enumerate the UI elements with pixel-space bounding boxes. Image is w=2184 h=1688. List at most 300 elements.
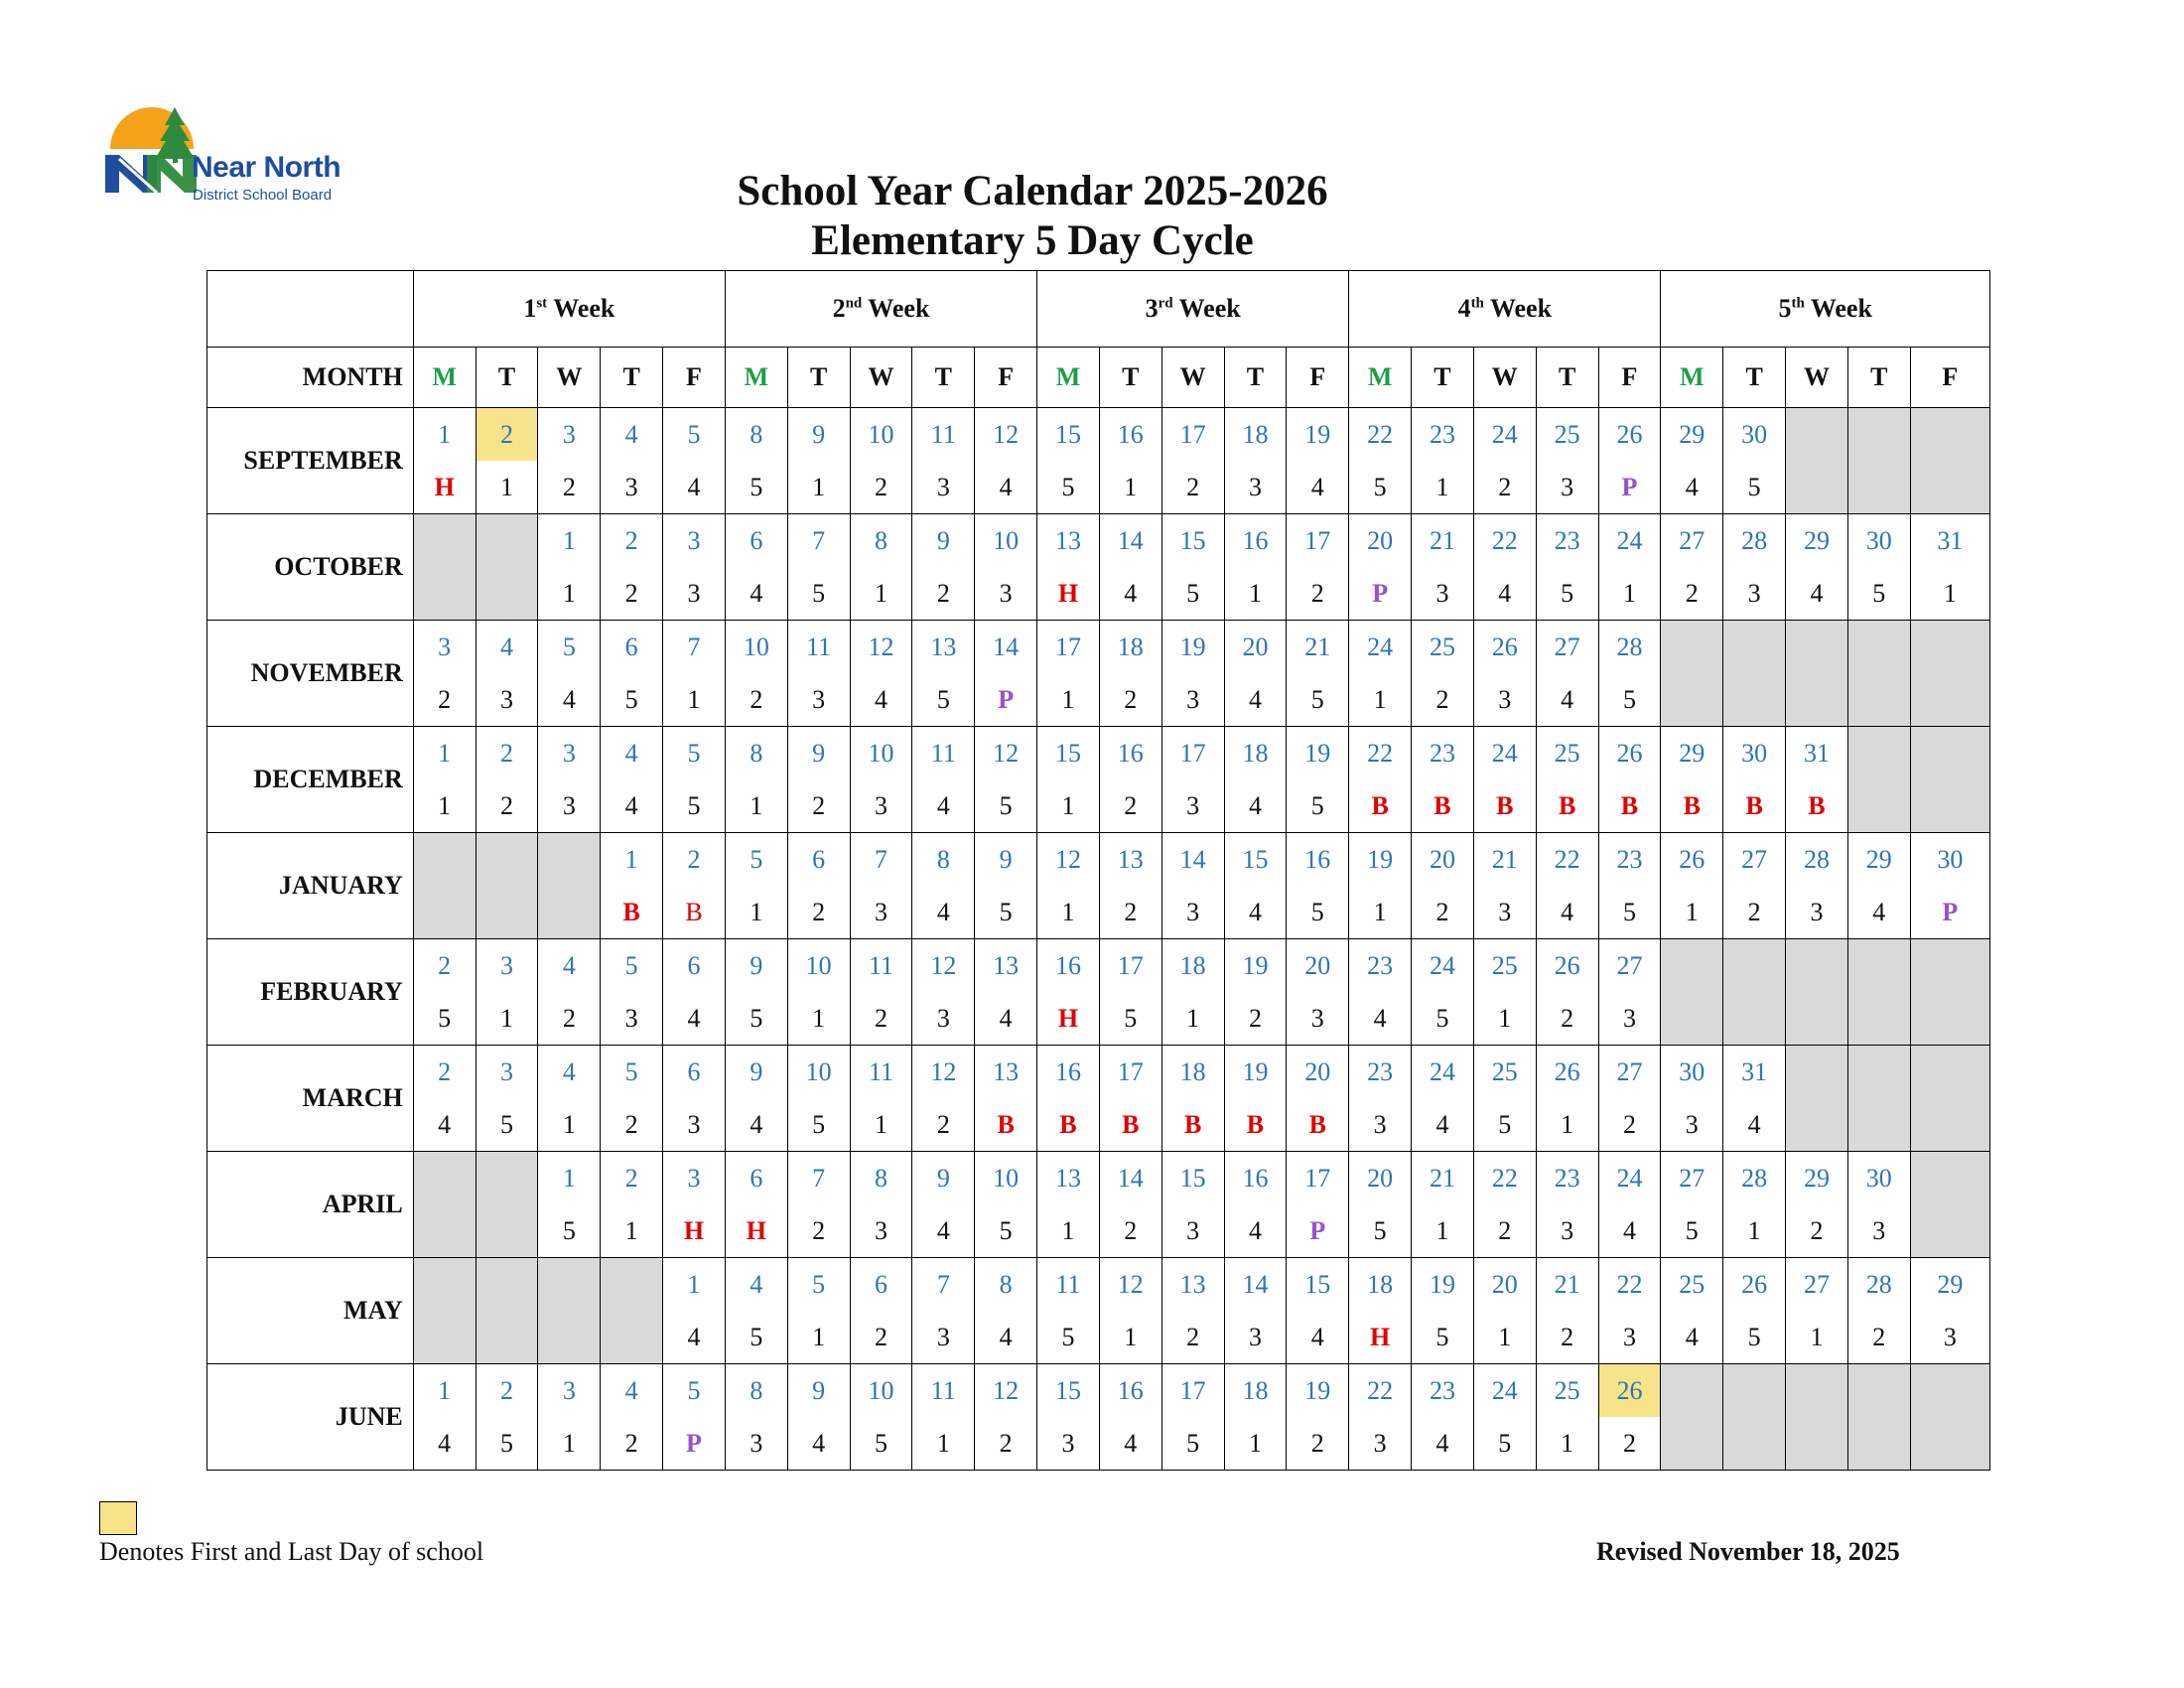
date-number: 14 — [1117, 526, 1144, 555]
legend-swatch — [99, 1501, 137, 1535]
cycle-day-code: 1 — [1810, 1323, 1824, 1351]
date-number: 2 — [624, 526, 638, 555]
day-cell — [1037, 1364, 1100, 1471]
date-number: 26 — [1741, 1270, 1768, 1299]
date-number: 2 — [477, 408, 538, 461]
cycle-day-code: 5 — [624, 685, 638, 714]
week-header-4 — [1349, 271, 1661, 348]
day-of-week-header: T — [912, 348, 975, 408]
cycle-day-code: 4 — [750, 579, 763, 608]
date-number: 21 — [1491, 845, 1518, 874]
day-cell — [975, 1364, 1037, 1471]
date-number: 17 — [1179, 1376, 1206, 1405]
cycle-day-code: 2 — [1124, 791, 1138, 820]
day-cell — [912, 939, 975, 1046]
cycle-day-code: 4 — [1685, 1323, 1699, 1351]
cycle-day-code: B — [1683, 791, 1701, 820]
day-cell — [1412, 1364, 1474, 1471]
day-cell — [601, 1152, 663, 1258]
cycle-day-code: 4 — [1561, 685, 1574, 714]
date-number: 2 — [624, 1164, 638, 1193]
cycle-day-code: 5 — [1747, 1323, 1761, 1351]
date-number: 31 — [1937, 526, 1964, 555]
cycle-day-code: 1 — [1061, 685, 1075, 714]
day-cell — [663, 1364, 726, 1471]
cycle-day-code: H — [1370, 1323, 1391, 1351]
cycle-day-code: 4 — [1810, 579, 1824, 608]
date-number: 23 — [1554, 1164, 1580, 1193]
day-cell — [975, 727, 1037, 833]
day-cell — [601, 727, 663, 833]
cycle-day-code: 3 — [874, 898, 887, 926]
week-label: Week — [868, 294, 930, 323]
date-number: 29 — [1803, 526, 1830, 555]
cycle-day-code: 5 — [999, 791, 1013, 820]
date-number: 21 — [1304, 633, 1331, 661]
day-cell — [850, 939, 912, 1046]
week-label: Week — [553, 294, 615, 323]
cycle-day-code: 5 — [1498, 1110, 1512, 1139]
day-of-week-header: M — [1661, 348, 1723, 408]
cycle-day-code: 5 — [1124, 1004, 1138, 1033]
day-cell — [1224, 621, 1287, 727]
month-name: APRIL — [207, 1152, 414, 1258]
cycle-day-code: 2 — [812, 791, 826, 820]
cycle-day-code: 1 — [624, 1216, 638, 1245]
day-cell — [1099, 514, 1161, 621]
date-number: 30 — [1741, 420, 1768, 449]
day-cell — [850, 1152, 912, 1258]
day-cell — [663, 833, 726, 939]
date-number: 2 — [500, 739, 513, 768]
cycle-day-code: 2 — [1622, 1429, 1636, 1458]
day-cell — [1786, 727, 1848, 833]
day-cell — [725, 727, 787, 833]
cycle-day-code: 4 — [1872, 898, 1886, 926]
cycle-day-code: 1 — [562, 579, 576, 608]
cycle-day-code: 3 — [1310, 1004, 1324, 1033]
date-number: 11 — [930, 739, 956, 768]
cycle-day-code: 4 — [1373, 1004, 1387, 1033]
date-number: 20 — [1491, 1270, 1518, 1299]
date-number: 9 — [936, 1164, 950, 1193]
day-cell — [476, 1046, 538, 1152]
day-cell — [1224, 727, 1287, 833]
day-of-week-header: T — [1099, 348, 1161, 408]
cycle-day-code: 5 — [874, 1429, 887, 1458]
date-number: 18 — [1242, 420, 1269, 449]
day-cell — [1099, 1258, 1161, 1364]
cycle-day-code: 5 — [1061, 473, 1075, 501]
date-number: 1 — [562, 526, 576, 555]
empty-day-cell — [601, 1258, 663, 1364]
cycle-day-code: 1 — [1561, 1110, 1574, 1139]
day-cell — [663, 621, 726, 727]
month-name: OCTOBER — [207, 514, 414, 621]
day-cell — [975, 1258, 1037, 1364]
date-number: 3 — [562, 420, 576, 449]
empty-day-cell — [1910, 727, 1989, 833]
date-number: 4 — [624, 739, 638, 768]
empty-day-cell — [1661, 939, 1723, 1046]
week-number: 3 — [1145, 294, 1159, 323]
cycle-day-code: 2 — [750, 685, 763, 714]
empty-day-cell — [1786, 939, 1848, 1046]
empty-day-cell — [476, 833, 538, 939]
day-of-week-header: W — [538, 348, 601, 408]
date-number: 17 — [1117, 951, 1144, 980]
day-cell — [1536, 408, 1598, 514]
cycle-day-code: 4 — [1622, 1216, 1636, 1245]
cycle-day-code: P — [998, 685, 1015, 714]
date-number: 19 — [1304, 1376, 1331, 1405]
week-number: 1 — [523, 294, 537, 323]
cycle-day-code: 1 — [1248, 1429, 1262, 1458]
empty-day-cell — [1661, 621, 1723, 727]
date-number: 16 — [1117, 420, 1144, 449]
date-number: 15 — [1054, 739, 1081, 768]
week-ordinal: th — [1470, 295, 1484, 312]
day-cell — [1473, 1258, 1536, 1364]
date-number: 25 — [1429, 633, 1455, 661]
cycle-day-code: 4 — [1310, 1323, 1324, 1351]
empty-day-cell — [1847, 408, 1910, 514]
day-cell — [1723, 727, 1786, 833]
cycle-day-code: 3 — [750, 1429, 763, 1458]
empty-day-cell — [1910, 1152, 1989, 1258]
calendar-table — [206, 270, 1990, 1471]
date-number: 21 — [1554, 1270, 1580, 1299]
cycle-day-code: 4 — [438, 1429, 452, 1458]
cycle-day-code: 2 — [438, 685, 452, 714]
date-number: 2 — [438, 1057, 452, 1086]
cycle-day-code: 2 — [1124, 685, 1138, 714]
empty-day-cell — [1847, 621, 1910, 727]
cycle-day-code: 5 — [1435, 1004, 1449, 1033]
day-cell — [975, 621, 1037, 727]
day-cell — [975, 939, 1037, 1046]
cycle-day-code: 5 — [999, 898, 1013, 926]
date-number: 19 — [1242, 951, 1269, 980]
date-number: 22 — [1491, 1164, 1518, 1193]
date-number: 1 — [438, 420, 452, 449]
date-number: 16 — [1117, 1376, 1144, 1405]
day-cell — [787, 1364, 850, 1471]
cycle-day-code: 1 — [1622, 579, 1636, 608]
cycle-day-code: 4 — [1561, 898, 1574, 926]
day-of-week-header: W — [1786, 348, 1848, 408]
day-cell — [1161, 727, 1224, 833]
cycle-day-code: 1 — [1124, 473, 1138, 501]
day-cell — [1099, 621, 1161, 727]
date-number: 10 — [868, 739, 894, 768]
day-cell — [1661, 727, 1723, 833]
cycle-day-code: B — [622, 898, 640, 926]
cycle-day-code: 1 — [750, 791, 763, 820]
date-number: 6 — [750, 1164, 763, 1193]
day-cell — [1473, 1152, 1536, 1258]
day-cell — [975, 1046, 1037, 1152]
cycle-day-code: 5 — [1435, 1323, 1449, 1351]
day-cell — [538, 1046, 601, 1152]
day-cell — [538, 621, 601, 727]
date-number: 17 — [1179, 739, 1206, 768]
day-cell — [1661, 1152, 1723, 1258]
date-number: 5 — [812, 1270, 826, 1299]
day-cell — [1099, 1046, 1161, 1152]
cycle-day-code: 1 — [1373, 898, 1387, 926]
week-ordinal: st — [536, 295, 548, 312]
cycle-day-code: B — [685, 898, 703, 926]
cycle-day-code: 5 — [1622, 685, 1636, 714]
month-column-header: MONTH — [207, 348, 414, 408]
day-cell — [601, 939, 663, 1046]
day-cell — [912, 1258, 975, 1364]
date-number: 3 — [687, 526, 701, 555]
date-number: 18 — [1179, 951, 1206, 980]
cycle-day-code: 4 — [936, 791, 950, 820]
date-number: 5 — [687, 1376, 701, 1405]
date-number: 29 — [1937, 1270, 1964, 1299]
date-number: 12 — [1117, 1270, 1144, 1299]
day-cell — [1598, 1152, 1661, 1258]
cycle-day-code: B — [1745, 791, 1763, 820]
cycle-day-code: 1 — [1498, 1004, 1512, 1033]
month-row — [207, 1046, 1990, 1152]
day-cell — [1910, 1258, 1989, 1364]
day-cell — [1661, 408, 1723, 514]
cycle-day-code: P — [1942, 898, 1959, 926]
day-cell — [1349, 514, 1412, 621]
cycle-day-code: 3 — [936, 473, 950, 501]
date-number: 9 — [750, 951, 763, 980]
cycle-day-code: 2 — [874, 1004, 887, 1033]
date-number: 13 — [1054, 526, 1081, 555]
day-cell — [1661, 833, 1723, 939]
day-cell — [912, 408, 975, 514]
date-number: 4 — [500, 633, 513, 661]
day-cell — [1473, 1364, 1536, 1471]
day-cell — [538, 408, 601, 514]
day-cell — [538, 1152, 601, 1258]
day-cell — [1723, 1152, 1786, 1258]
day-cell — [1661, 514, 1723, 621]
cycle-day-code: 3 — [1248, 473, 1262, 501]
cycle-day-code: 2 — [1747, 898, 1761, 926]
day-cell — [1536, 1258, 1598, 1364]
month-name: SEPTEMBER — [207, 408, 414, 514]
date-number: 20 — [1304, 1057, 1331, 1086]
day-cell — [1473, 939, 1536, 1046]
date-number: 24 — [1491, 739, 1518, 768]
day-cell — [912, 1046, 975, 1152]
month-row — [207, 408, 1990, 514]
date-number: 6 — [750, 526, 763, 555]
day-of-week-row — [207, 348, 1990, 408]
date-number: 26 — [1491, 633, 1518, 661]
date-number: 27 — [1803, 1270, 1830, 1299]
date-number: 12 — [930, 951, 957, 980]
week-number: 4 — [1457, 294, 1471, 323]
date-number: 23 — [1616, 845, 1643, 874]
cycle-day-code: B — [997, 1110, 1015, 1139]
cycle-day-code: 3 — [1498, 685, 1512, 714]
date-number: 25 — [1554, 739, 1580, 768]
day-cell — [787, 727, 850, 833]
day-cell — [1224, 1152, 1287, 1258]
cycle-day-code: 2 — [1310, 579, 1324, 608]
week-ordinal: nd — [845, 295, 863, 312]
day-cell — [725, 408, 787, 514]
empty-day-cell — [1723, 939, 1786, 1046]
day-cell — [413, 621, 476, 727]
day-cell — [975, 833, 1037, 939]
cycle-day-code: 5 — [1747, 473, 1761, 501]
cycle-day-code: 5 — [750, 473, 763, 501]
day-of-week-header: M — [1037, 348, 1100, 408]
day-cell — [725, 939, 787, 1046]
cycle-day-code: 3 — [1248, 1323, 1262, 1351]
cycle-day-code: 2 — [1498, 473, 1512, 501]
cycle-day-code: 5 — [936, 685, 950, 714]
date-number: 10 — [805, 951, 832, 980]
date-number: 8 — [750, 739, 763, 768]
day-cell — [850, 727, 912, 833]
day-cell — [1224, 939, 1287, 1046]
month-name: DECEMBER — [207, 727, 414, 833]
date-number: 6 — [687, 951, 701, 980]
cycle-day-code: 4 — [624, 791, 638, 820]
cycle-day-code: 5 — [750, 1323, 763, 1351]
empty-day-cell — [413, 1258, 476, 1364]
day-of-week-header: W — [1473, 348, 1536, 408]
cycle-day-code: 1 — [812, 473, 826, 501]
day-cell — [1723, 833, 1786, 939]
cycle-day-code: 2 — [874, 473, 887, 501]
day-cell — [1287, 727, 1349, 833]
day-cell — [975, 514, 1037, 621]
day-cell — [1786, 1152, 1848, 1258]
cycle-day-code: 4 — [1747, 1110, 1761, 1139]
date-number: 12 — [993, 739, 1020, 768]
day-cell — [538, 514, 601, 621]
day-cell — [1099, 833, 1161, 939]
cycle-day-code: H — [1057, 579, 1079, 608]
page-title: School Year Calendar 2025-2026 — [737, 168, 1328, 214]
date-number: 17 — [1304, 526, 1331, 555]
day-of-week-header: F — [663, 348, 726, 408]
day-cell — [787, 408, 850, 514]
date-number: 24 — [1616, 1164, 1643, 1193]
day-cell — [601, 514, 663, 621]
date-number: 22 — [1367, 420, 1394, 449]
date-number: 11 — [930, 420, 956, 449]
date-number: 14 — [1117, 1164, 1144, 1193]
day-cell — [1349, 1364, 1412, 1471]
cycle-day-code: 5 — [1061, 1323, 1075, 1351]
date-number: 4 — [562, 951, 576, 980]
date-number: 8 — [936, 845, 950, 874]
day-cell — [1161, 939, 1224, 1046]
date-number: 25 — [1491, 1057, 1518, 1086]
cycle-day-code: P — [1372, 579, 1389, 608]
date-number: 16 — [1304, 845, 1331, 874]
page-subtitle: Elementary 5 Day Cycle — [811, 217, 1254, 264]
day-cell — [601, 408, 663, 514]
cycle-day-code: 1 — [812, 1004, 826, 1033]
cycle-day-code: 5 — [438, 1004, 452, 1033]
day-cell — [1412, 727, 1474, 833]
day-cell — [725, 1258, 787, 1364]
cycle-day-code: B — [1308, 1110, 1326, 1139]
day-cell — [1661, 1258, 1723, 1364]
cycle-day-code: 4 — [1124, 579, 1138, 608]
date-number: 13 — [1117, 845, 1144, 874]
cycle-day-code: 1 — [874, 1110, 887, 1139]
cycle-day-code: B — [1558, 791, 1576, 820]
date-number: 27 — [1741, 845, 1768, 874]
date-number: 5 — [687, 420, 701, 449]
day-cell — [725, 514, 787, 621]
cycle-day-code: 2 — [812, 1216, 826, 1245]
day-of-week-header: T — [1723, 348, 1786, 408]
day-cell — [1037, 1258, 1100, 1364]
day-cell — [1598, 727, 1661, 833]
day-cell — [725, 621, 787, 727]
day-of-week-header: F — [1287, 348, 1349, 408]
date-number: 12 — [930, 1057, 957, 1086]
day-cell — [413, 408, 476, 514]
day-cell — [1161, 408, 1224, 514]
date-number: 21 — [1429, 1164, 1455, 1193]
cycle-day-code: 1 — [1061, 1216, 1075, 1245]
day-cell — [725, 833, 787, 939]
day-of-week-header: W — [850, 348, 912, 408]
cycle-day-code: 5 — [1373, 1216, 1387, 1245]
day-cell — [787, 621, 850, 727]
day-cell — [1161, 514, 1224, 621]
week-header-3 — [1037, 271, 1349, 348]
date-number: 5 — [750, 845, 763, 874]
cycle-day-code: 3 — [1186, 898, 1200, 926]
date-number: 19 — [1429, 1270, 1455, 1299]
day-cell — [1037, 621, 1100, 727]
empty-day-cell — [1847, 1364, 1910, 1471]
day-cell — [1412, 621, 1474, 727]
day-cell — [663, 1152, 726, 1258]
empty-day-cell — [1786, 1364, 1848, 1471]
day-cell — [1598, 1046, 1661, 1152]
date-number: 1 — [624, 845, 638, 874]
cycle-day-code: 1 — [1435, 1216, 1449, 1245]
day-cell — [1910, 833, 1989, 939]
day-cell — [912, 514, 975, 621]
cycle-day-code: 5 — [500, 1429, 513, 1458]
day-cell — [1412, 1046, 1474, 1152]
cycle-day-code: P — [1621, 473, 1638, 501]
cycle-day-code: 5 — [1872, 579, 1886, 608]
cycle-day-code: 3 — [1622, 1004, 1636, 1033]
cycle-day-code: 1 — [1373, 685, 1387, 714]
date-number: 15 — [1179, 526, 1206, 555]
empty-day-cell — [413, 514, 476, 621]
day-of-week-header: W — [1161, 348, 1224, 408]
cycle-day-code: 5 — [562, 1216, 576, 1245]
cycle-day-code: 5 — [687, 791, 701, 820]
cycle-day-code: 3 — [1186, 1216, 1200, 1245]
day-cell — [538, 1364, 601, 1471]
day-cell — [476, 939, 538, 1046]
